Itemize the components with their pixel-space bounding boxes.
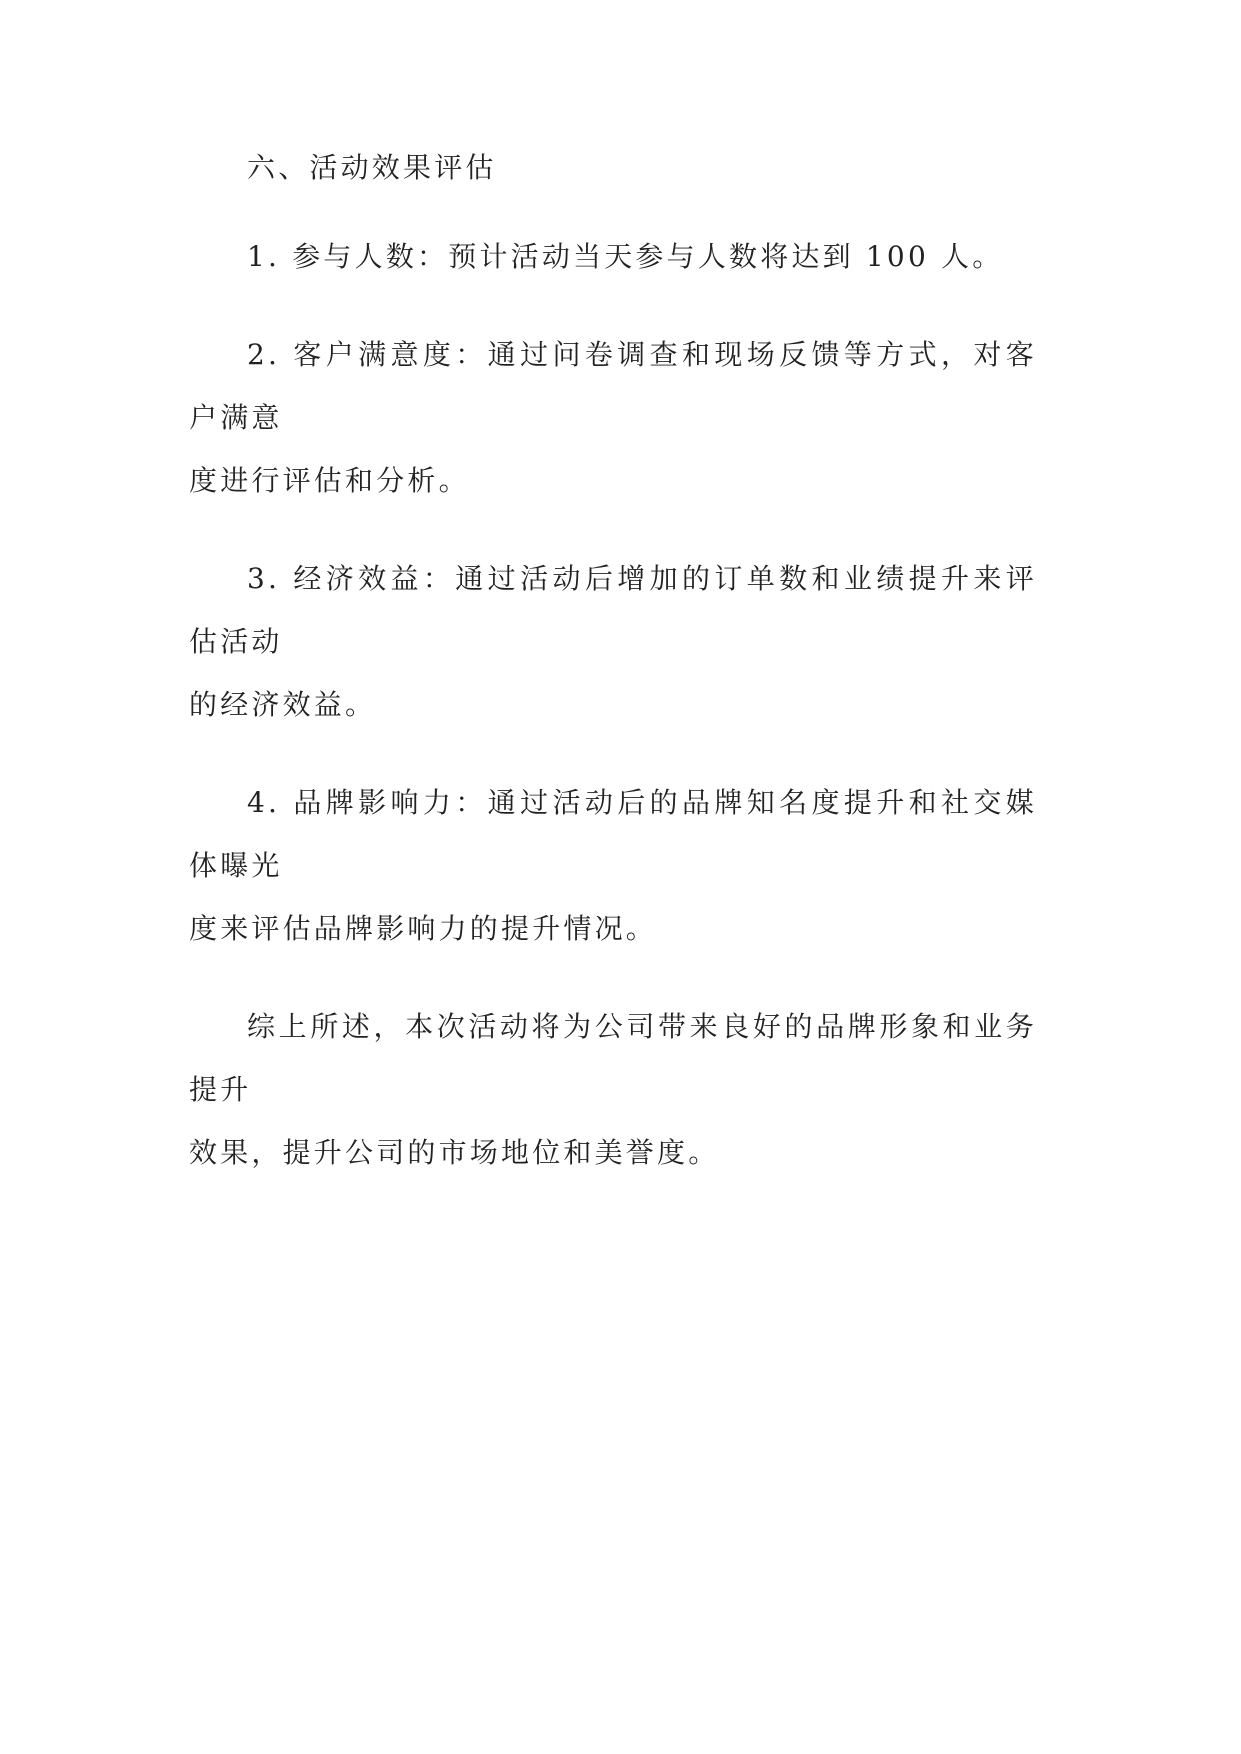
paragraph-summary [189, 995, 1037, 1184]
paragraph-line: 度来评估品牌影响力的提升情况。 [189, 912, 658, 945]
section-heading: 六、活动效果评估 [247, 151, 497, 184]
paragraph-line: 3. 经济效益：通过活动后增加的订单数和业绩提升来评估活动 [189, 562, 1037, 658]
paragraph-line: 的经济效益。 [189, 688, 377, 721]
document-body [189, 146, 1037, 1219]
paragraph-brand-influence [189, 771, 1037, 960]
paragraph-line: 2. 客户满意度：通过问卷调查和现场反馈等方式，对客户满意 [189, 338, 1037, 434]
paragraph-line: 4. 品牌影响力：通过活动后的品牌知名度提升和社交媒体曝光 [189, 786, 1037, 882]
paragraph-line: 效果，提升公司的市场地位和美誉度。 [189, 1136, 720, 1169]
paragraph-participants [189, 225, 1037, 288]
paragraph-customer-satisfaction [189, 323, 1037, 512]
paragraph-economic-benefit [189, 547, 1037, 736]
paragraph-line: 度进行评估和分析。 [189, 464, 470, 497]
paragraph-line: 1. 参与人数：预计活动当天参与人数将达到 100 人。 [247, 240, 1004, 273]
paragraph-line: 综上所述，本次活动将为公司带来良好的品牌形象和业务提升 [189, 1010, 1037, 1106]
